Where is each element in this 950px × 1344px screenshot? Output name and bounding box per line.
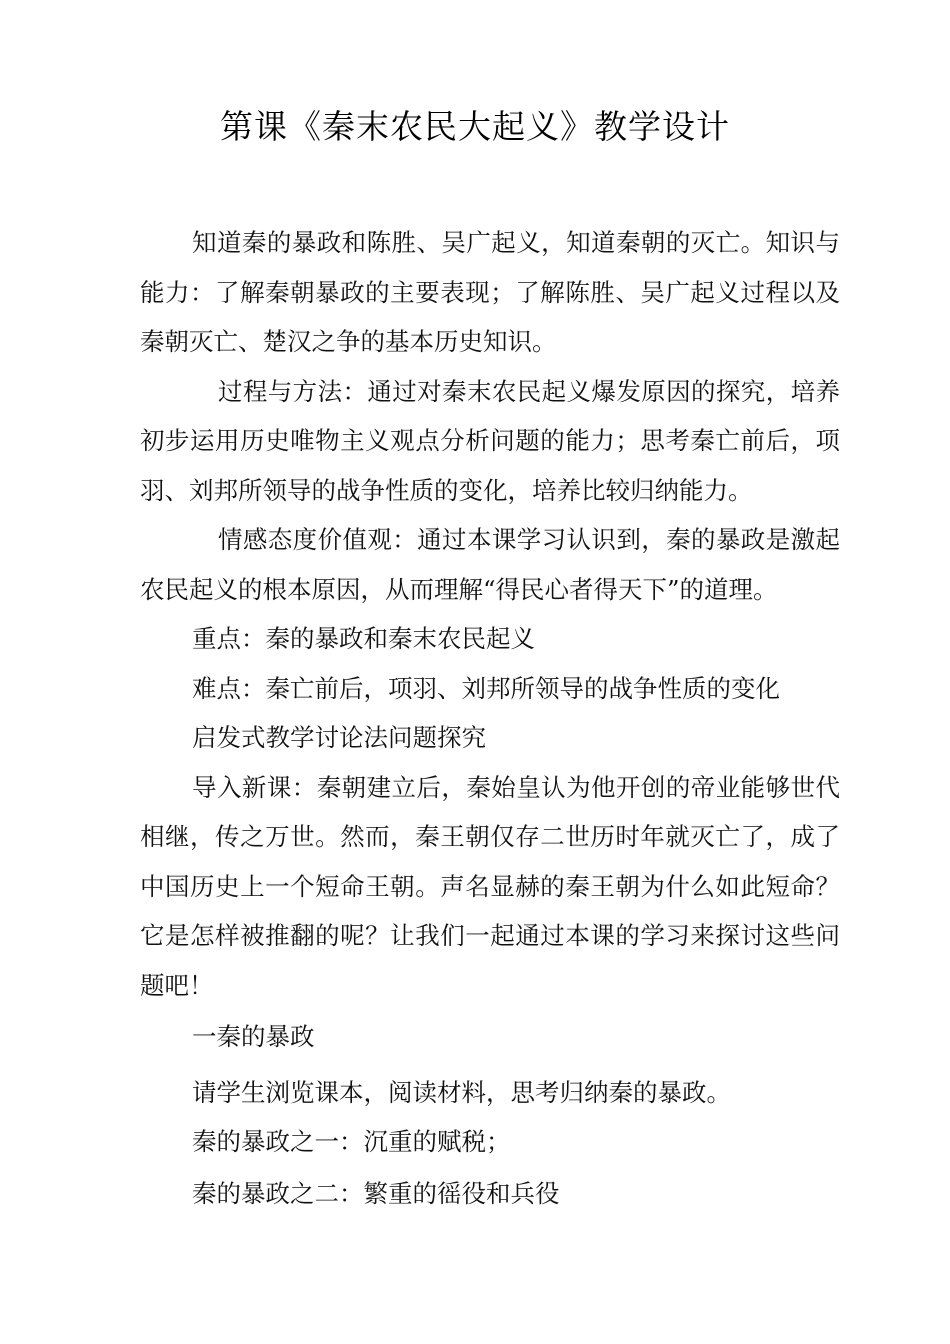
paragraph-difficult-point: 难点：秦亡前后，项羽、刘邦所领导的战争性质的变化: [192, 673, 780, 703]
paragraph-tyranny-two: 秦的暴政之二：繁重的徭役和兵役: [192, 1178, 560, 1208]
paragraph-key-point: 重点：秦的暴政和秦末农民起义: [192, 624, 535, 653]
paragraph-teaching-method: 启发式教学讨论法问题探究: [192, 723, 486, 752]
section-heading-qin-tyranny: 一秦的暴政: [192, 1022, 315, 1051]
paragraph-activity: 请学生浏览课本，阅读材料，思考归纳秦的暴政。: [192, 1077, 731, 1107]
paragraph-introduction: 导入新课：秦朝建立后，秦始皇认为他开创的帝业能够世代相继，传之万世。然而，秦王朝仅存二世历时年就灭亡了，成了中国历史上一个短命王朝。声名显赫的秦王朝为什么如此短命？它是怎样被推翻的呢？让我们一起通过本课的学习来探讨这些问题吧！: [140, 772, 840, 1000]
paragraph-process-method: 过程与方法：通过对秦末农民起义爆发原因的探究，培养初步运用历史唯物主义观点分析问题的能力；思考秦亡前后，项羽、刘邦所领导的战争性质的变化，培养比较归纳能力。: [140, 376, 840, 505]
paragraph-emotion-values: 情感态度价值观：通过本课学习认识到，秦的暴政是激起农民起义的根本原因，从而理解“得民心者得天下”的道理。: [140, 525, 840, 604]
paragraph-objectives-knowledge: 知道秦的暴政和陈胜、吴广起义，知道秦朝的灭亡。知识与能力：了解秦朝暴政的主要表现；了解陈胜、吴广起义过程以及秦朝灭亡、楚汉之争的基本历史知识。: [140, 228, 840, 356]
paragraph-tyranny-one: 秦的暴政之一：沉重的赋税；: [192, 1127, 511, 1156]
document-body: [140, 218, 840, 1218]
document-title: 第课《秦末农民大起义》教学设计: [220, 107, 730, 146]
